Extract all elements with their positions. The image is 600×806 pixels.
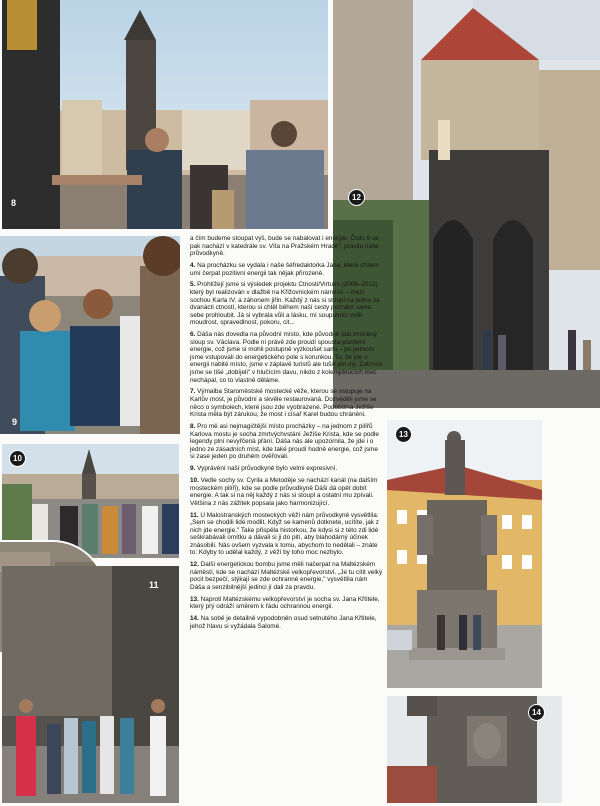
article-item (190, 423, 383, 461)
item-number: 8. (190, 423, 196, 430)
item-text: Pro mě asi nejmagičtější místo procházky – na jednom z pilířů Karlova mostu je socha zmrtvýchvstání Ježíše Krista, kde se podle legendy plní nevyřčená přání. Dáša nás ale upozornila, že jde i o jedno ze zásadních míst, kde také proudí hodně energie, což jsme si zase jeden po druhém ověřovali. (190, 423, 379, 461)
item-number: 11. (190, 511, 199, 519)
article-item (190, 465, 383, 473)
item-number: 4. (190, 261, 196, 269)
item-number: 6. (190, 331, 196, 339)
article-item (190, 512, 383, 558)
item-text: Dáša nás dovedla na původní místo, kde původně stál zmíněný sloup sv. Václava. Podle ní právě zde proudí spousta pozitivní energie, což jsme si mohli postupně vyzkoušet sami – po jednom jsme vstupovali do energetického pole s korunkou. To, že jde o energii nabité místo, jsme v záplavě turistů ale tušili jen my. Zatímco jsme se tiše „dobíjeli" v hlučícím davu, nikdo z kolemjdoucích moc nechápal, co to vlastně děláme. (190, 331, 383, 384)
article-intro: a čím budeme stoupat výš, bude se nabalovat i energie. Číslo 9 se pak nachází v katedrále sv. Víta na Pražském Hradě", pravila naše průvodkyně. (190, 235, 379, 258)
photo-number: 13 (395, 426, 412, 443)
item-number: 13. (190, 595, 199, 603)
photo-number: 8 (11, 198, 17, 208)
photo-number: 12 (348, 189, 365, 206)
article-item (190, 262, 383, 277)
article-item (190, 596, 383, 611)
item-text: Na procházku se vydala i naše šéfredaktorka Jana, které vždem umí čerpat pozitivní energii tak nějak přirozeně. (190, 261, 379, 277)
item-text: Prohlížejí jsme si výsledek projektu Ctnosti/Virtues (2008–2012) který byl realizován v dlažbě na Křižovnickém náměstí – mezi sochou Karla IV. a záhonem jiřin. Každý z nás si stoupl na jednu ze dvanácti ctností, kterou si chtěl během naší cesty poznání sama sebe prohloubit. Já si vybrala vůli a lásku, mí souputníci volili moudrost, spravedlnost, pokoru, cit... (190, 281, 380, 327)
item-number: 5. (190, 281, 196, 289)
article-item (190, 331, 383, 384)
photo-number: 14 (528, 704, 545, 721)
item-text: Vedle sochy sv. Cyrila a Metoděje se nachází kanál (na dalším mosteckém pilíři), kde se podle průvodkyně Dáši dá opět dobít energie. A tak si na něj každý z nás si stoupl a ostatní mu zpívali. Většina z nás zážitek popsala jako harmonizující. (190, 476, 378, 507)
item-number: 10. (190, 476, 199, 484)
photo-number: 9 (12, 417, 18, 427)
item-number: 12. (190, 561, 199, 569)
photo-13-statue-maltese-square (387, 420, 542, 688)
photo-number: 10 (9, 450, 26, 467)
article-item (190, 388, 383, 418)
photo-8-tourist-at-bridge-tower (2, 0, 328, 229)
photo-9-guide-talking (0, 236, 180, 434)
article-item (190, 477, 383, 507)
photo-11-group-at-tower-wall (2, 566, 179, 803)
item-text: Výmalba Staroměstské mostecké věže, kterou se vstupuje na Karlův most, je původní a skvěle restaurovaná. Dozvěděli jsme se něco o symbolech, které jsou zde vyobrazené. Podobizna Ježíše Krista měla být zárukou, že most i císař Karel budou chráněni. (190, 388, 377, 419)
article-item (190, 281, 383, 327)
photo-14-statue-detail (387, 696, 562, 803)
item-text: U Malostranských mosteckých věží nám průvodkyně vysvětlila: „Sem se chodili lidé modlit. Když se kamenů dotknete, ucítíte, jak z nich jde energie." Take přispěla historkou, že kdysi si z této zdi lidé seškrabávali omítku a dávali si ji do pití, aby blahodárný účinek znásobili. Nás ovšem vyzvala k tomu, abychom to nedělali – znáte to: Kdyby to udělal každý, z věží by toho moc nezbylo. (190, 511, 379, 557)
article-item (190, 615, 383, 630)
item-text: Další energetickou bombu jsme měli načerpat na Maltézském náměstí, kde se nachází Maltézské velkopřevorství. „Je tu cítit velký pocit bezpečí, stýkají se zde ochranné energie," vysvětlila nám Dáša a senzibilnější jedinci jí dali za pravdu. (190, 561, 383, 592)
article-text-column (190, 235, 383, 801)
item-text: Vyprávění naší průvodkyně bylo velmi expresivní. (197, 465, 338, 473)
item-text: Naproti Maltézskému velkopřevorství je socha sv. Jana Křtitele, který prý odráží směrem k řádu ochrannou energii. (190, 595, 380, 611)
article-item (190, 561, 383, 591)
photo-number: 11 (149, 580, 159, 590)
item-number: 14. (190, 615, 199, 623)
item-number: 7. (190, 388, 196, 396)
item-number: 9. (190, 465, 196, 473)
item-text: Na sobě je detailně vypodobněn osud setnutého Jana Křtitele, jehož hlavu si vyžádala Salomé. (190, 615, 377, 630)
